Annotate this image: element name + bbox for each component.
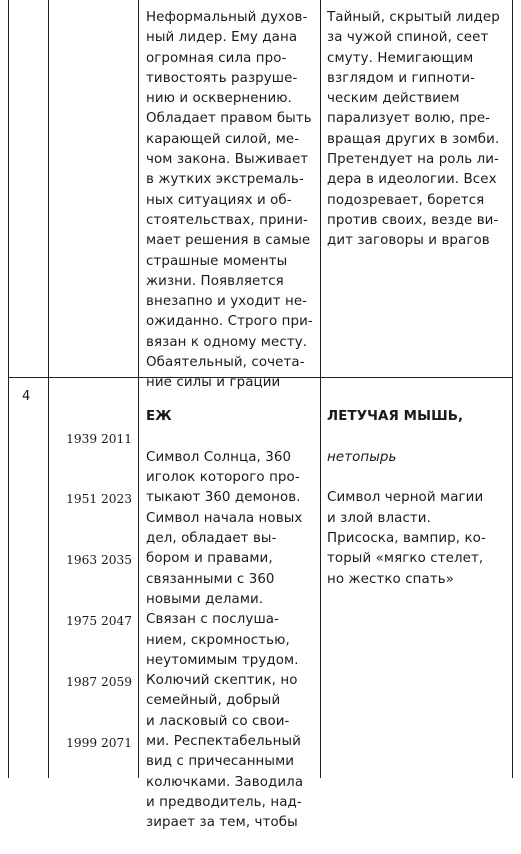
table-border-right xyxy=(512,0,513,778)
column-divider-1 xyxy=(48,0,49,778)
sign-title-hedgehog: ЕЖ xyxy=(146,409,172,425)
row4-col4-cell xyxy=(327,387,512,610)
column-divider-2 xyxy=(138,0,139,778)
prev-row-col4-text: Тайный, скрытый лидер за чужой спиной, сеет смуту. Немигающим взглядом и гипноти- ческим действием парализует волю, пре- вращая других в зомби. Претендует на роль ли- дера в идеологии. Всех подозревает, борется против своих, везде ви- дит заговоры и врагов xyxy=(327,10,500,249)
year-pair: 1939 2011 xyxy=(66,431,132,446)
row-number: 4 xyxy=(22,389,31,404)
column-divider-3 xyxy=(320,0,321,778)
prev-row-col3-text: Неформальный духов- ный лидер. Ему дана огромная сила про- тивостоять разруше- нию и осквернению. Обладает правом быть карающей силой, ме- чом закона. Выживает в жутких экстремаль- ных ситуациях и об- стоятельствах, прини- мает решения в самые страшные моменты жизни. Появляется внезапно и уходит не- ожиданно. Строго при- вязан к одному месту. Обаятельный, сочета- ние силы и грации xyxy=(146,10,313,391)
year-pair: 1975 2047 xyxy=(66,614,132,629)
row4-col3-cell xyxy=(146,387,318,854)
year-pair: 1987 2059 xyxy=(66,675,132,690)
year-pair: 1951 2023 xyxy=(66,492,132,507)
sign-title-bat: ЛЕТУЧАЯ МЫШЬ, xyxy=(327,409,464,425)
sign-subtitle-bat: нетопырь xyxy=(327,449,397,465)
year-pair: 1999 2071 xyxy=(66,736,132,751)
table-border-left xyxy=(8,0,9,778)
sign-description-hedgehog: Символ Солнца, 360 иголок которого про- тыкают 360 демонов. Символ начала новых дел, обладает вы- бором и правами, связанными с 360 новыми делами. Связан с послуша- нием, скромностью, неутомимым трудом. Колючий скептик, но семейный, добрый и ласковый со свои- ми. Респектабельный вид с причесанными колючками. Заводила и предводитель, над- зирает за тем, чтобы xyxy=(146,449,304,831)
sign-description-bat: Символ черной магии и злой власти. Присоска, вампир, ко- торый «мягко стелет, но жестко спать» xyxy=(327,490,486,587)
year-pair: 1963 2035 xyxy=(66,553,132,568)
years-list xyxy=(52,388,132,794)
